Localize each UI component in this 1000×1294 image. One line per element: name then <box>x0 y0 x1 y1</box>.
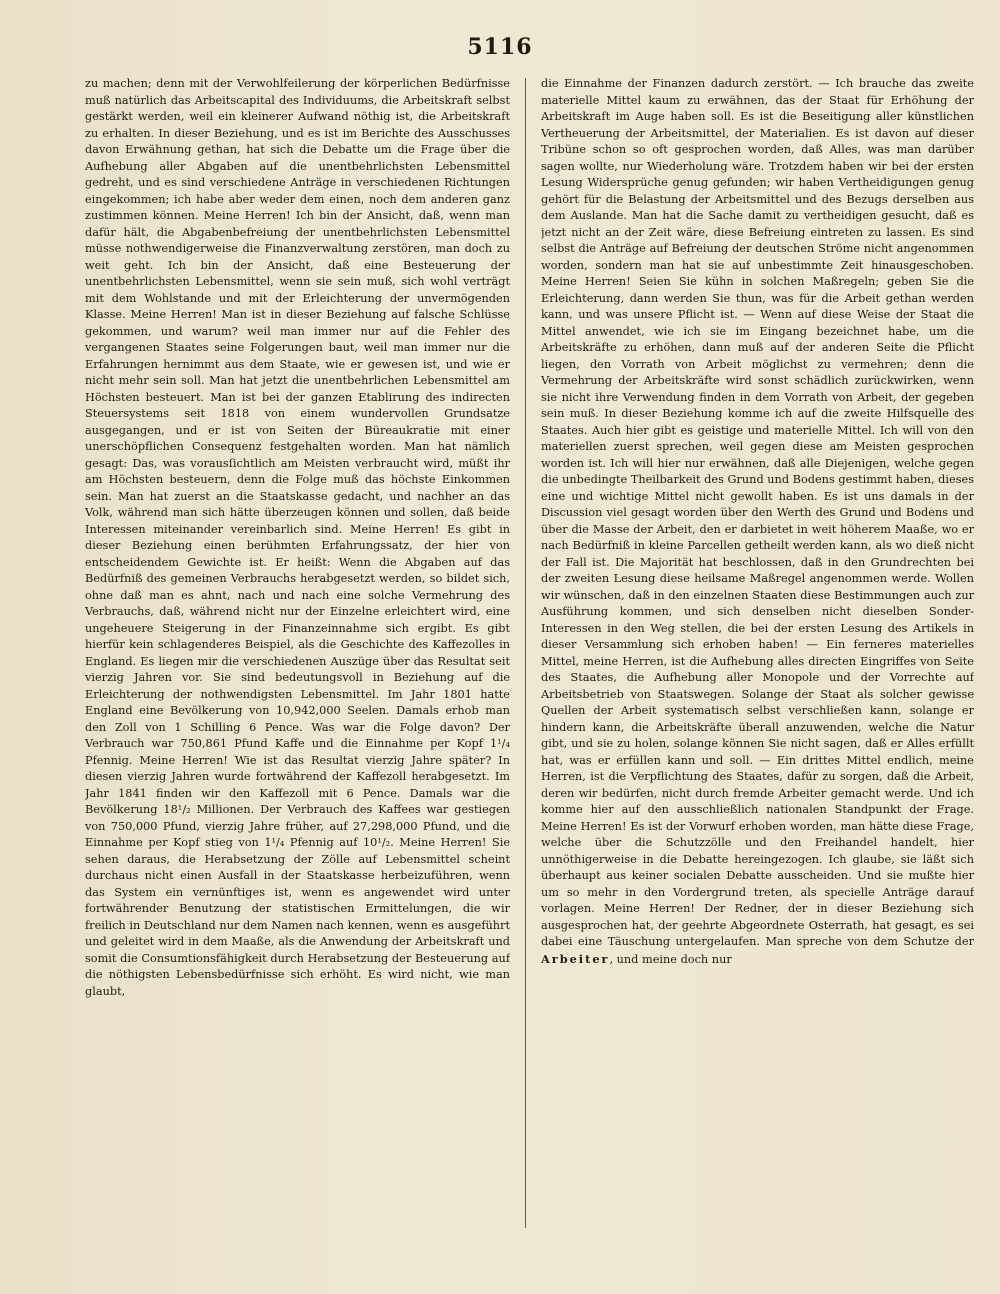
left-column-text: zu machen; denn mit der Verwohlfeilerung der körperlichen Bedürfnisse muß natürlich das Arbeitscapital des Individuums, die Arbeitskraft selbst gestärkt werden, weil ein kleinerer Aufwand nöthig ist, die Arbeitskraft zu erhalten. In dieser Beziehung, und es ist im Berichte des Ausschusses davon Erwähnung gethan, hat sich die Debatte um die Frage über die Aufhebung aller Abgaben auf die unentbehrlichsten Lebensmittel gedreht, und es sind verschiedene Anträge in verschiedenen Richtungen eingekommen; ich habe aber weder dem einen, noch dem anderen ganz zustimmen können. Meine Herren! Ich bin der Ansicht, daß, wenn man dafür hält, die Abgabenbefreiung der unentbehrlichsten Lebensmittel müsse nothwendigerweise die Finanzverwaltung zerstören, man doch zu weit geht. Ich bin der Ansicht, daß eine Besteuerung der unentbehrlichsten Lebensmittel, wenn sie sein muß, sich wohl verträgt mit dem Wohlstande und mit der Erleichterung der unvermögenden Klasse. Meine Herren! Man ist in dieser Beziehung auf falsche Schlüsse gekommen, und warum? weil man immer nur auf die Fehler des vergangenen Staates seine Folgerungen baut, weil man immer nur die Erfahrungen hernimmt aus dem Staate, wie er gewesen ist, und wie er nicht mehr sein soll. Man hat jetzt die unentbehrlichen Lebensmittel am Höchsten besteuert. Man ist bei der ganzen Etablirung des indirecten Steuersystems seit 1818 von einem wundervollen Grundsatze ausgegangen, und er ist von Seiten der Büreaukratie mit einer unerschöpflichen Consequenz festgehalten worden. Man hat nämlich gesagt: Das, was vorausſichtlich am Meisten verbraucht wird, müßt ihr am Höchsten besteuern, denn die Folge muß das höchste Einkommen sein. Man hat zuerst an die Staatskasse gedacht, und nachher an das Volk, während man sich hätte überzeugen können und sollen, daß beide Interessen miteinander vereinbarlich sind. Meine Herren! Es gibt in dieser Beziehung einen berühmten Erfahrungssatz, der hier von entscheidendem Gewichte ist. Er heißt: Wenn die Abgaben auf das Bedürfniß des gemeinen Verbrauchs herabgesetzt werden, so bildet sich, ohne daß man es ahnt, nach und nach eine solche Vermehrung des Verbrauchs, daß, während nicht nur der Einzelne erleichtert wird, eine ungeheuere Steigerung in der Finanzeinnahme sich ergibt. Es gibt hierfür kein schlagenderes Beispiel, als die Geschichte des Kaffezolles in England. Es liegen mir die verschiedenen Auszüge über das Resultat seit vierzig Jahren vor. Sie sind bedeutungsvoll in Beziehung auf die Erleichterung der nothwendigsten Lebensmittel. Im Jahr 1801 hatte England eine Bevölkerung von 10,942,000 Seelen. Damals erhob man den Zoll von 1 Schilling 6 Pence. Was war die Folge davon? Der Verbrauch war 750,861 Pfund Kaffe und die Einnahme per Kopf 1¹/₄ Pfennig. Meine Herren! Wie ist das Resultat vierzig Jahre später? In diesen vierzig Jahren wurde fortwährend der Kaffezoll herabgesetzt. Im Jahr 1841 finden wir den Kaffezoll mit 6 Pence. Damals war die Bevölkerung 18¹/₂ Millionen. Der Verbrauch des Kaffees war gestiegen von 750,000 Pfund, vierzig Jahre früher, auf 27,298,000 Pfund, und die Einnahme per Kopf stieg von 1¹/₄ Pfennig auf 10¹/₂. Meine Herren! Sie sehen daraus, die Herabsetzung der Zölle auf Lebensmittel scheint durchaus nicht einen Ausfall in der Staatskasse herbeizuführen, wenn das System ein vernünftiges ist, wenn es angewendet wird unter fortwährender Benutzung der statistischen Ermittelungen, die wir freilich in Deutschland nur dem Namen nach kennen, wenn es ausgeführt und geleitet wird in dem Maaße, als die Anwendung der Arbeitskraft und somit die Consumtionsfähigkeit durch Herabsetzung der Besteuerung auf die nöthigsten Lebensbedürfnisse sich erhöht. Es wird nicht, wie man glaubt, <box>85 77 510 998</box>
right-column-text: die Einnahme der Finanzen dadurch zerstört. — Ich brauche das zweite materielle Mittel kaum zu erwähnen, das der Staat für Erhöhung der Arbeitskraft im Auge haben soll. Es ist die Beseitigung aller künstlichen Vertheuerung der Arbeitsmittel, der Materialien. Es ist davon auf dieser Tribüne schon so oft gesprochen worden, daß Alles, was man darüber sagen wollte, nur Wiederholung wäre. Trotzdem haben wir bei der ersten Lesung Widersprüche genug gefunden; wir haben Vertheidigungen genug gehört für die Belastung der Arbeitsmittel und des Bezugs derselben aus dem Auslande. Man hat die Sache damit zu vertheidigen gesucht, daß es jetzt nicht an der Zeit wäre, diese Befreiung eintreten zu lassen. Es sind selbst die Anträge auf Befreiung der deutschen Ströme nicht angenommen worden, sondern man hat sie auf unbestimmte Zeit hinausgeschoben. Meine Herren! Seien Sie kühn in solchen Maßregeln; geben Sie die Erleichterung, dann werden Sie thun, was für die Arbeit gethan werden kann, und was unsere Pflicht ist. — Wenn auf diese Weise der Staat die Mittel anwendet, wie ich sie im Eingang bezeichnet habe, um die Arbeitskräfte zu erhöhen, dann muß auf der anderen Seite die Pflicht liegen, den Vorrath von Arbeit möglichst zu vermehren; denn die Vermehrung der Arbeitskräfte wird sonst schädlich zurückwirken, wenn sie nicht ihre Verwendung finden in dem Vorrath von Arbeit, der gegeben sein muß. In dieser Beziehung komme ich auf die zweite Hilfsquelle des Staates. Auch hier gibt es geistige und materielle Mittel. Ich will von den materiellen zuerst sprechen, weil gegen diese am Meisten gesprochen worden ist. Ich will hier nur erwähnen, daß alle Diejenigen, welche gegen die unbedingte Theilbarkeit des Grund und Bodens gestimmt haben, dieses eine und wichtige Mittel nicht gewollt haben. Es ist uns damals in der Discussion viel gesagt worden über den Werth des Grund und Bodens und über die Masse der Arbeit, den er darbietet in weit höherem Maaße, wo er nach Bedürfniß in kleine Parcellen getheilt werden kann, als wo dieß nicht der Fall ist. Die Majorität hat beschlossen, daß in den Grundrechten bei der zweiten Lesung diese heilsame Maßregel angenommen werde. Wollen wir wünschen, daß in den einzelnen Staaten diese Bestimmungen auch zur Ausführung kommen, und sich denselben nicht dieselben Sonder-Interessen in den Weg stellen, die bei der ersten Lesung des Artikels in dieser Versammlung sich erhoben haben! — Ein ferneres materielles Mittel, meine Herren, ist die Aufhebung alles directen Eingriffes von Seite des Staates, die Aufhebung aller Monopole und der Vorrechte auf Arbeitsbetrieb von Staatswegen. Solange der Staat als solcher gewisse Quellen der Arbeit systematisch selbst verschließen kann, solange er hindern kann, die Arbeitskräfte überall anzuwenden, welche die Natur gibt, und sie zu holen, solange können Sie nicht sagen, daß er Alles erfüllt hat, was er erfüllen kann und soll. — Ein drittes Mittel endlich, meine Herren, ist die Verpflichtung des Staates, dafür zu sorgen, daß die Arbeit, deren wir bedürfen, nicht durch fremde Arbeiter gemacht werde. Und ich komme hier auf den ausschließlich nationalen Standpunkt der Frage. Meine Herren! Es ist der Vorwurf erhoben worden, man hätte diese Frage, welche über die Schutzzölle und den Freihandel handelt, hier unnöthigerweise in die Debatte hereingezogen. Ich glaube, sie läßt sich überhaupt aus keiner socialen Debatte ausscheiden. Und sie mußte hier um so mehr in den Vordergrund treten, als specielle Anträge darauf vorlagen. Meine Herren! Der Redner, der in dieser Beziehung sich ausgesprochen hat, der geehrte Abgeordnete Osterrath, hat gesagt, es sei dabei eine Täuschung untergelaufen. Man spreche von dem Schutze der <box>541 77 974 948</box>
left-text-column <box>85 76 510 1226</box>
emphasized-word: Arbeiter <box>541 951 610 966</box>
page-number: 5116 <box>467 34 533 60</box>
right-column-paragraph <box>541 76 974 968</box>
right-column-tail: , und meine doch nur <box>609 952 732 966</box>
right-text-column <box>541 76 974 1226</box>
column-divider <box>525 78 526 1228</box>
